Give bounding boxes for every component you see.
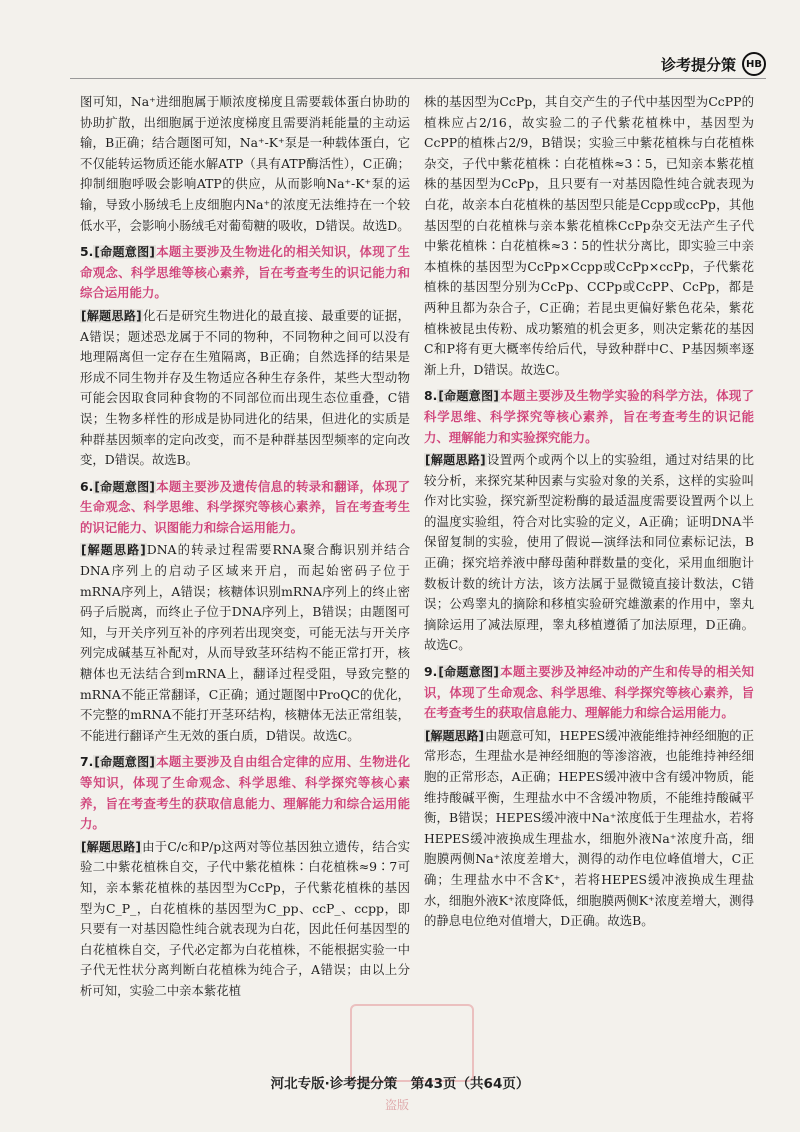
answer-tag: [解题思路] bbox=[425, 453, 486, 468]
intent-text: 本题主要涉及自由组合定律的应用、生物进化等知识，体现了生命观念、科学思维、科学探究等核心素养，旨在考查考生的获取信息能力、理解能力和综合运用能力。 bbox=[80, 754, 410, 832]
intent-text: 本题主要涉及遗传信息的转录和翻译，体现了生命观念、科学思维、科学探究等核心素养，旨在考查考生的识记能力、识图能力和综合运用能力。 bbox=[80, 478, 410, 535]
intent-tag: [命题意图] bbox=[94, 245, 155, 260]
intent-text: 本题主要涉及神经冲动的产生和传导的相关知识，体现了生命观念、科学思维、科学探究等核心素养，旨在考查考生的获取信息能力、理解能力和综合运用能力。 bbox=[424, 664, 754, 721]
question-number: 7. bbox=[80, 754, 94, 770]
page-footer: 河北专版·诊考提分策 第43页（共64页） bbox=[270, 1076, 530, 1092]
intent-tag: [命题意图] bbox=[438, 665, 499, 680]
question-8 bbox=[424, 386, 754, 656]
answer-text: 由题意可知，HEPES缓冲液能维持神经细胞的正常形态，生理盐水是神经细胞的等渗溶液，也能维持神经细胞的正常形态，A正确；HEPES缓冲液中含有缓冲物质，能维持酸碱平衡，生理盐水中不含缓冲物质，不能维持酸碱平衡，B错误；HEPES缓冲液中Na⁺浓度低于生理盐水，若将HEPES缓冲液换成生理盐水，细胞外液Na⁺浓度升高，细胞膜两侧Na⁺浓度差增大，测得的动作电位峰值增大，C正确；生理盐水中不含K⁺，若将HEPES缓冲液换成生理盐水，细胞外液K⁺浓度降低，细胞膜两侧K⁺浓度差增大，测得的静息电位绝对值增大，D正确。故选B。 bbox=[424, 727, 754, 929]
intent-text: 本题主要涉及生物进化的相关知识，体现了生命观念、科学思维等核心素养，旨在考查考生的识记能力和综合运用能力。 bbox=[80, 244, 410, 301]
page-header bbox=[661, 52, 766, 76]
answer-text: 设置两个或两个以上的实验组，通过对结果的比较分析，来探究某种因素与实验对象的关系，这样的实验叫作对比实验，探究新型淀粉酶的最适温度需要设置两个以上的温度实验组，符合对比实验的定义，A正确；证明DNA半保留复制的实验，使用了假说—演绎法和同位素标记法，B正确；探究培养液中酵母菌种群数量的变化，采用血细胞计数板计数的统计方法，该方法属于显微镜直接计数法，C错误；公鸡睾丸的摘除和移植实验研究雄激素的作用中，睾丸摘除运用了减法原理，睾丸移植遵循了加法原理，D正确。故选C。 bbox=[424, 452, 754, 653]
q7-continuation: 株的基因型为CcPp，其自交产生的子代中基因型为CcPP的植株应占2/16，故实验二的子代紫花植株中，基因型为CcPP的植株占2/9，B错误；实验三中紫花植株与白花植株杂交，子代中紫花植株∶白花植株≈3∶5，已知亲本紫花植株的基因型为CcPp，且只要有一对基因隐性纯合就表现为白花，故亲本白花植株的基因型只能是Ccpp或ccPp，其他基因型的白花植株与亲本紫花植株CcPp杂交无法产生子代中紫花植株∶白花植株≈3∶5的性状分离比，即实验三中亲本植株的基因型为CcPp×Ccpp或CcPp×ccPp，子代紫花植株的基因型分别为CcPp、CCPp或CcPP、CcPp，都是两种且都为杂合子，C正确；若昆虫更偏好紫色花朵，紫花植株被昆虫传粉、成功繁殖的机会更多，则决定紫花的基因C和P将有更大概率传给后代，导致种群中C、P基因频率逐渐上升，D错误。故选C。 bbox=[424, 94, 754, 377]
right-column bbox=[424, 92, 754, 934]
question-number: 9. bbox=[424, 664, 438, 680]
q4-continuation: 图可知，Na⁺进细胞属于顺浓度梯度且需要载体蛋白协助的协助扩散，出细胞属于逆浓度梯度且需要消耗能量的主动运输，B正确；结合题图可知，Na⁺-K⁺泵是一种载体蛋白，它不仅能转运物质还能水解ATP（具有ATP酶活性），C正确；抑制细胞呼吸会影响ATP的供应，从而影响Na⁺-K⁺泵的运输，导致小肠绒毛上皮细胞内Na⁺的浓度无法维持在一个较低水平，会影响小肠绒毛对葡萄糖的吸收，D错误。故选D。 bbox=[80, 94, 410, 233]
answer-text: DNA的转录过程需要RNA聚合酶识别并结合DNA序列上的启动子区域来开启，而起始密码子位于mRNA序列上，A错误；核糖体识别mRNA序列上的终止密码子后脱离，而终止子位于DNA序列上，B错误；由题图可知，与开关序列互补的序列若出现突变，可能无法与开关序列完成碱基互补配对，从而导致茎环结构不能正常打开，核糖体也无法结合到mRNA上，翻译过程受阻，导致完整的mRNA不能正常翻译，C正确；通过题图中ProQC的优化，不完整的mRNA不能打开茎环结构，核糖体无法正常组装，不能进行翻译产生无效的蛋白质，D错误。故选C。 bbox=[80, 542, 410, 743]
answer-tag: [解题思路] bbox=[81, 839, 141, 854]
question-number: 5. bbox=[80, 244, 94, 260]
intent-text: 本题主要涉及生物学实验的科学方法，体现了科学思维、科学探究等核心素养，旨在考查考生的识记能力、理解能力和实验探究能力。 bbox=[424, 388, 754, 445]
answer-tag: [解题思路] bbox=[81, 543, 146, 558]
answer-tag: [解题思路] bbox=[425, 728, 485, 743]
answer-text: 由于C/c和P/p这两对等位基因独立遗传，结合实验二中紫花植株自交，子代中紫花植株∶白花植株≈9∶7可知，亲本紫花植株的基因型为CcPp，子代紫花植株的基因型为C_P_，白花植株的基因型为C_pp、ccP_、ccpp，即只要有一对基因隐性纯合就表现为白花，因此任何基因型的白花植株自交，子代必定都为白花植株，不能根据实验一中子代无性状分离判断白花植株为纯合子，A错误；由以上分析可知，实验二中亲本紫花植 bbox=[80, 838, 410, 998]
watermark-text: 盗版 bbox=[385, 1098, 410, 1112]
intent-tag: [命题意图] bbox=[438, 389, 499, 404]
anti-piracy-stamp bbox=[350, 1004, 474, 1082]
header-divider bbox=[70, 78, 766, 79]
answer-tag: [解题思路] bbox=[81, 308, 142, 323]
brand-logo-icon: HB bbox=[742, 52, 766, 76]
question-9 bbox=[424, 662, 754, 932]
answer-text: 化石是研究生物进化的最直接、最重要的证据，A错误；题述恐龙属于不同的物种，不同物种之间可以没有地理隔离但一定存在生殖隔离，B正确；自然选择的结果是形成不同生物并存及生物适应各种生存条件，某些大型动物可能会因取食同种食物的不同部位而出现生态位重叠，C错误；生物多样性的形成是协同进化的结果，但进化的实质是种群基因频率的定向改变，而不是种群基因型频率的定向改变，D错误。故选B。 bbox=[80, 307, 410, 468]
question-7 bbox=[80, 752, 410, 1001]
question-number: 8. bbox=[424, 388, 438, 404]
header-title: 诊考提分策 bbox=[660, 55, 736, 74]
intent-tag: [命题意图] bbox=[94, 755, 155, 770]
question-number: 6. bbox=[80, 478, 94, 494]
intent-tag: [命题意图] bbox=[94, 479, 155, 494]
left-column bbox=[80, 92, 410, 1004]
question-6 bbox=[80, 477, 410, 747]
question-5 bbox=[80, 242, 410, 471]
